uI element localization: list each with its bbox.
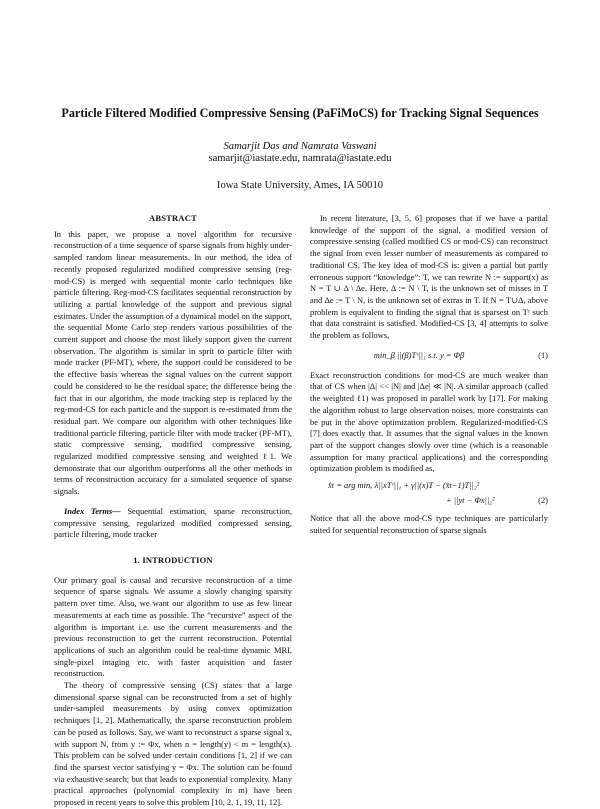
equation-2-number: (2) xyxy=(538,495,548,506)
left-column xyxy=(54,213,292,809)
equation-2-line-2: + ||yt − Φx||₂² xyxy=(446,495,495,506)
paper-title: Particle Filtered Modified Compressive Sensing (PaFiMoCS) for Tracking Signal Sequences xyxy=(61,106,539,120)
intro-paragraph-3: In recent literature, [3, 5, 6] proposes that if we have a partial knowledge of the support of the signal, a modified version of compressive sensing (called modified CS or mod-CS) can reconstruct the signal from even lesser number of measurements as compared to traditional CS. The key idea of mod-CS is: given a partial but partly erroneous support “knowledge”: T, we can rewrite N := support(x) as N = T ∪ Δ \ Δe. Here, Δ := N \ T, is the unknown set of misses in T and Δe := T \ N, is the unknown set of extras in T. If N = T∪Δ, above problem is equivalent to finding the signal that is sparsest on Tᶜ such that data constraint is satisfied. Modified-CS [3, 4] attempts to solve the problem as follows, xyxy=(310,213,548,341)
equation-2 xyxy=(310,479,548,511)
abstract-heading: ABSTRACT xyxy=(149,213,197,223)
intro-paragraph-2: The theory of compressive sensing (CS) states that a large dimensional sparse signal can be reconstructed from a set of highly under-sampled measurements by using convex optimization techniques [1, 2]. Mathematically, the sparse reconstruction problem can be posed as follows. Say, we want to reconstruct a sparse signal x, with support N, from y := Φx, when n = length(y) < m = length(x). This problem can be solved under certain conditions [1, 2] if we can find the sparsest vector satisfying y = Φx. The solution can be found via exhaustive search; but that leads to exponential complexity. Many practical approaches (polynomial complexity in m) have been proposed in recent years to solve this problem [10, 2, 1, 19, 11, 12]. xyxy=(54,680,292,808)
right-column xyxy=(310,213,548,536)
equation-1 xyxy=(310,346,548,366)
abstract-text: In this paper, we propose a novel algorithm for recursive reconstruction of a time sequence of sparse signals from highly under-sampled random linear measurements. In our method, the idea of recently proposed regularized modified compressive sensing (reg-mod-CS) is merged with sequential monte carlo techniques like particle filtering. Reg-mod-CS facilitates sequential reconstruction by utilizing a partial knowledge of the support and previous signal estimates. Under the assumption of a dynamical model on the support, the sequential Monte Carlo step renders various possibilities of the current support and choose the most likely support given the current observation. The algorithm is similar in sprit to particle filter with mode tracker (PF-MT), where, the support could be considered to be the effective basis whereas the signal values on the current support could be considered to be the residual space; the difference being the fact that in our algorithm, the mode tracking step is replaced by the reg-mod-CS for each particle and the support is re-estimated from the residual part. We compare our algorithm with other techniques like traditional particle filtering, particle filter with mode tracker (PF-MT), static compressive sensing, modified compressive sensing, regularized modified compressive sensing and weighted ℓ1. We demonstrate that our algorithm outperforms all the other methods in terms of reconstruction accuracy for a simulated sequence of sparse signals. xyxy=(54,228,292,497)
paper-authors: Samarjit Das and Namrata Vaswani xyxy=(223,141,377,152)
index-terms-text: Sequential estimation, sparse reconstruction, compressive sensing, regularized modified compressed sensing, particle filtering, mode tracker xyxy=(54,505,292,540)
author-affiliation: Iowa State University, Ames, IA 50010 xyxy=(216,180,384,191)
equation-2-line-1: x̂t = arg minₓ λ||xTᶜ||₁ + γ||(x)T − (x̂t−1)T||₂² xyxy=(328,480,480,491)
index-terms-label: Index Terms— xyxy=(64,505,121,516)
author-emails: samarjit@iastate.edu, namrata@iastate.edu xyxy=(208,153,392,164)
equation-1-number: (1) xyxy=(538,349,548,360)
index-terms xyxy=(54,506,292,541)
intro-paragraph-1: Our primary goal is causal and recursive reconstruction of a time sequence of sparse signals. We assume a slowly changing sparsity pattern over time. Also, we want our algorithm to use as few linear measurements at each time as possible. The “recursive” aspect of the algorithm is important i.e. use the current measurements and the previous reconstruction to get the current reconstruction. Potential applications of such an algorithm could be real-time dynamic MRI, single-pixel imaging etc. with faster acquisition and faster reconstruction. xyxy=(54,574,292,679)
equation-1-body: min_β ||(β)Tᶜ||₁ s.t. y = Φβ xyxy=(373,349,465,360)
intro-paragraph-4: Exact reconstruction conditions for mod-CS are much weaker than that of CS when |Δ| << |N| and |Δe| ≪ |N|. A similar approach (called the weighted ℓ1) was proposed in parallel work by [17]. For making the algorithm robust to large observation noises, more constraints can be put in the above optimization problem. Regularized-modified-CS [7] does exactly that. It assumes that the signal values in the known part of the support changes slowly over time (which is a reasonable assumption for many practical applications) and the corresponding optimization problem is modified as, xyxy=(310,369,548,474)
intro-paragraph-5: Notice that all the above mod-CS type techniques are particularly suited for sequential reconstruction of sparse signals xyxy=(310,513,548,535)
introduction-heading: 1. INTRODUCTION xyxy=(133,554,213,565)
